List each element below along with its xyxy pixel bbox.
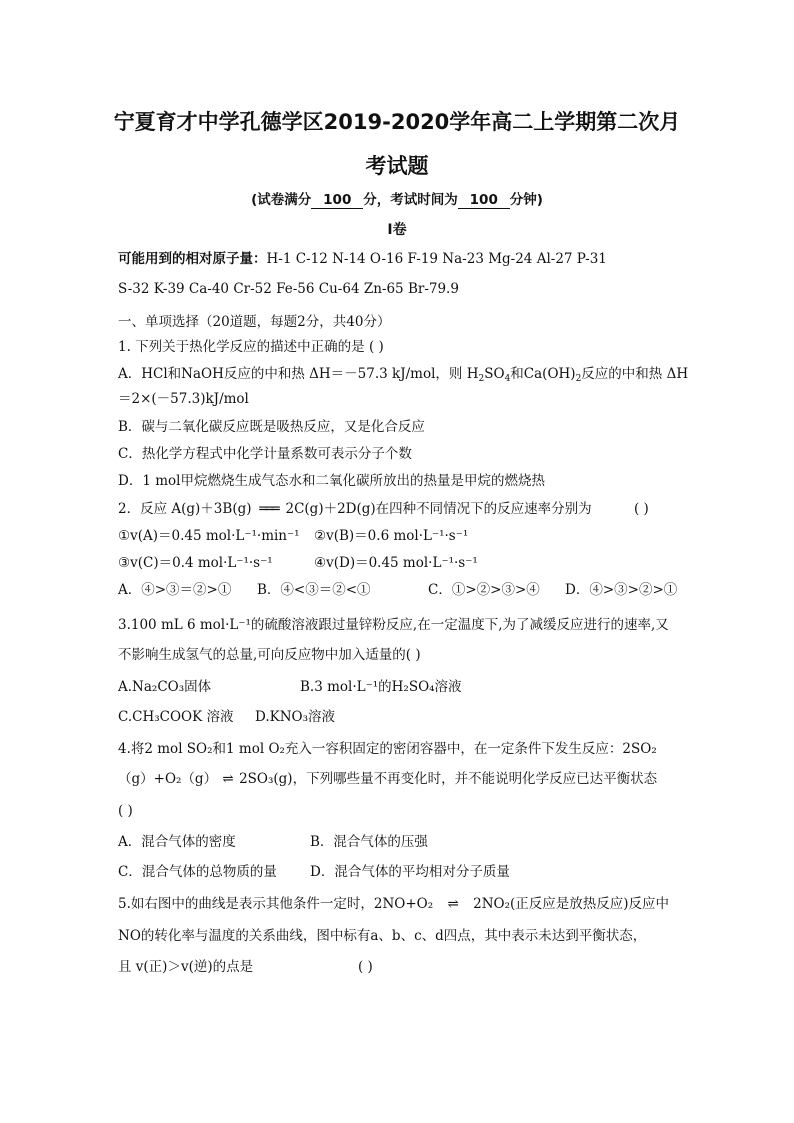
- q2-option-a: A．④>③＝②>①: [118, 582, 232, 598]
- q4-line2-a: （g）+O₂（g）: [118, 771, 218, 787]
- section-heading: 一、单项选择（20道题，每题2分，共40分）: [118, 314, 391, 330]
- q4-paren: ( ): [118, 803, 133, 819]
- q3-line1: 3.100 mL 6 mol·L⁻¹的硫酸溶液跟过量锌粉反应,在一定温度下,为了减缓反应进行的速率,又: [118, 617, 669, 633]
- score-prefix: (试卷满分: [251, 192, 312, 208]
- q1-stem: 1. 下列关于热化学反应的描述中正确的是 ( ): [118, 339, 384, 355]
- atomic-mass-label: 可能用到的相对原子量：: [118, 251, 267, 267]
- q3-option-a: A.Na₂CO₃固体: [118, 679, 212, 695]
- q2-rate-1: ①v(A)＝0.45 mol·L⁻¹·min⁻¹: [118, 528, 300, 544]
- time-value: 100: [458, 192, 510, 209]
- score-value: 100: [311, 192, 363, 209]
- equilibrium-arrow-icon: ⇌: [447, 896, 459, 912]
- q5-line1-a: 5.如右图中的曲线是表示其他条件一定时，2NO+O₂: [118, 896, 434, 912]
- q5-line2: NO的转化率与温度的关系曲线，图中标有a、b、c、d四点，其中表示未达到平衡状态，: [118, 928, 647, 944]
- q4-option-d: D．混合气体的平均相对分子质量: [310, 864, 510, 880]
- q5-line3: 且 v(正)＞v(逆)的点是: [118, 959, 254, 975]
- q3-line2: 不影响生成氢气的总量,可向反应物中加入适量的( ): [118, 647, 421, 663]
- q2-equals-sign: ═══: [259, 501, 278, 517]
- q2-stem-b: 2C(g)＋2D(g)在四种不同情况下的反应速率分别为: [285, 501, 592, 517]
- q1-option-a-line2: ＝2×(－57.3)kJ/mol: [118, 391, 249, 407]
- score-mid: 分，考试时间为: [363, 192, 458, 208]
- equilibrium-arrow-icon: ⇌: [222, 771, 234, 787]
- q2-stem-a: 2．反应 A(g)＋3B(g): [118, 501, 252, 517]
- q2-option-c: C．①>②>③>④: [428, 582, 540, 598]
- time-suffix: 分钟): [509, 192, 543, 208]
- atomic-mass-values1: H-1 C-12 N-14 O-16 F-19 Na-23 Mg-24 Al-27 P-31: [266, 251, 607, 267]
- q2-rate-4: ④v(D)＝0.45 mol·L⁻¹·s⁻¹: [314, 555, 478, 571]
- q5-paren: ( ): [358, 959, 373, 975]
- q5-line1-b: 2NO₂(正反应是放热反应)反应中: [473, 896, 670, 912]
- atomic-mass-line1: [118, 249, 607, 269]
- q1-option-a-line1: A．HCl和NaOH反应的中和热 ΔH＝－57.3 kJ/mol，则 $H_2SO_4$和$Ca(OH)_2$反应的中和热 ΔH: [118, 366, 689, 384]
- q1-option-d: D．1 mol甲烷燃烧生成气态水和二氧化碳所放出的热量是甲烷的燃烧热: [118, 473, 545, 489]
- q2-rate-3: ③v(C)＝0.4 mol·L⁻¹·s⁻¹: [118, 555, 273, 571]
- q3-option-b: B.3 mol·L⁻¹的H₂SO₄溶液: [300, 679, 462, 695]
- q5-line1: [118, 894, 669, 914]
- q4-line2: [118, 769, 657, 789]
- atomic-mass-line2: S-32 K-39 Ca-40 Cr-52 Fe-56 Cu-64 Zn-65 Br-79.9: [118, 281, 459, 297]
- volume-label: I卷: [387, 222, 407, 238]
- exam-title-line2: 考试题: [365, 154, 429, 178]
- exam-info: [60, 188, 734, 209]
- q2-stem: [118, 499, 592, 519]
- q1-a-tail: 反应的中和热 ΔH: [581, 366, 689, 382]
- q4-line1: 4.将2 mol SO₂和1 mol O₂充入一容积固定的密闭容器中，在一定条件下发生反应：2SO₂: [118, 741, 657, 757]
- q2-option-b: B．④<③＝②<①: [257, 582, 371, 598]
- q2-option-d: D．④>③>②>①: [565, 582, 678, 598]
- q1-a-mid: 和: [510, 366, 524, 382]
- q4-line2-b: 2SO₃(g)，下列哪些量不再变化时，并不能说明化学反应已达平衡状态: [239, 771, 658, 787]
- q1-option-b: B．碳与二氧化碳反应既是吸热反应，又是化合反应: [118, 419, 425, 435]
- exam-title-line1: 宁夏育才中学孔德学区2019-2020学年高二上学期第二次月: [113, 110, 681, 134]
- q4-option-c: C．混合气体的总物质的量: [118, 864, 277, 880]
- q3-option-d: D.KNO₃溶液: [255, 709, 336, 725]
- q4-option-b: B．混合气体的压强: [310, 834, 428, 850]
- q4-option-a: A．混合气体的密度: [118, 834, 236, 850]
- q2-paren: ( ): [634, 501, 649, 517]
- q1-a-text: A．HCl和NaOH反应的中和热 ΔH＝－57.3 kJ/mol，则: [118, 366, 463, 382]
- q1-option-c: C．热化学方程式中化学计量系数可表示分子个数: [118, 446, 412, 462]
- q3-option-c: C.CH₃COOK 溶液: [118, 709, 234, 725]
- q2-rate-2: ②v(B)＝0.6 mol·L⁻¹·s⁻¹: [314, 528, 469, 544]
